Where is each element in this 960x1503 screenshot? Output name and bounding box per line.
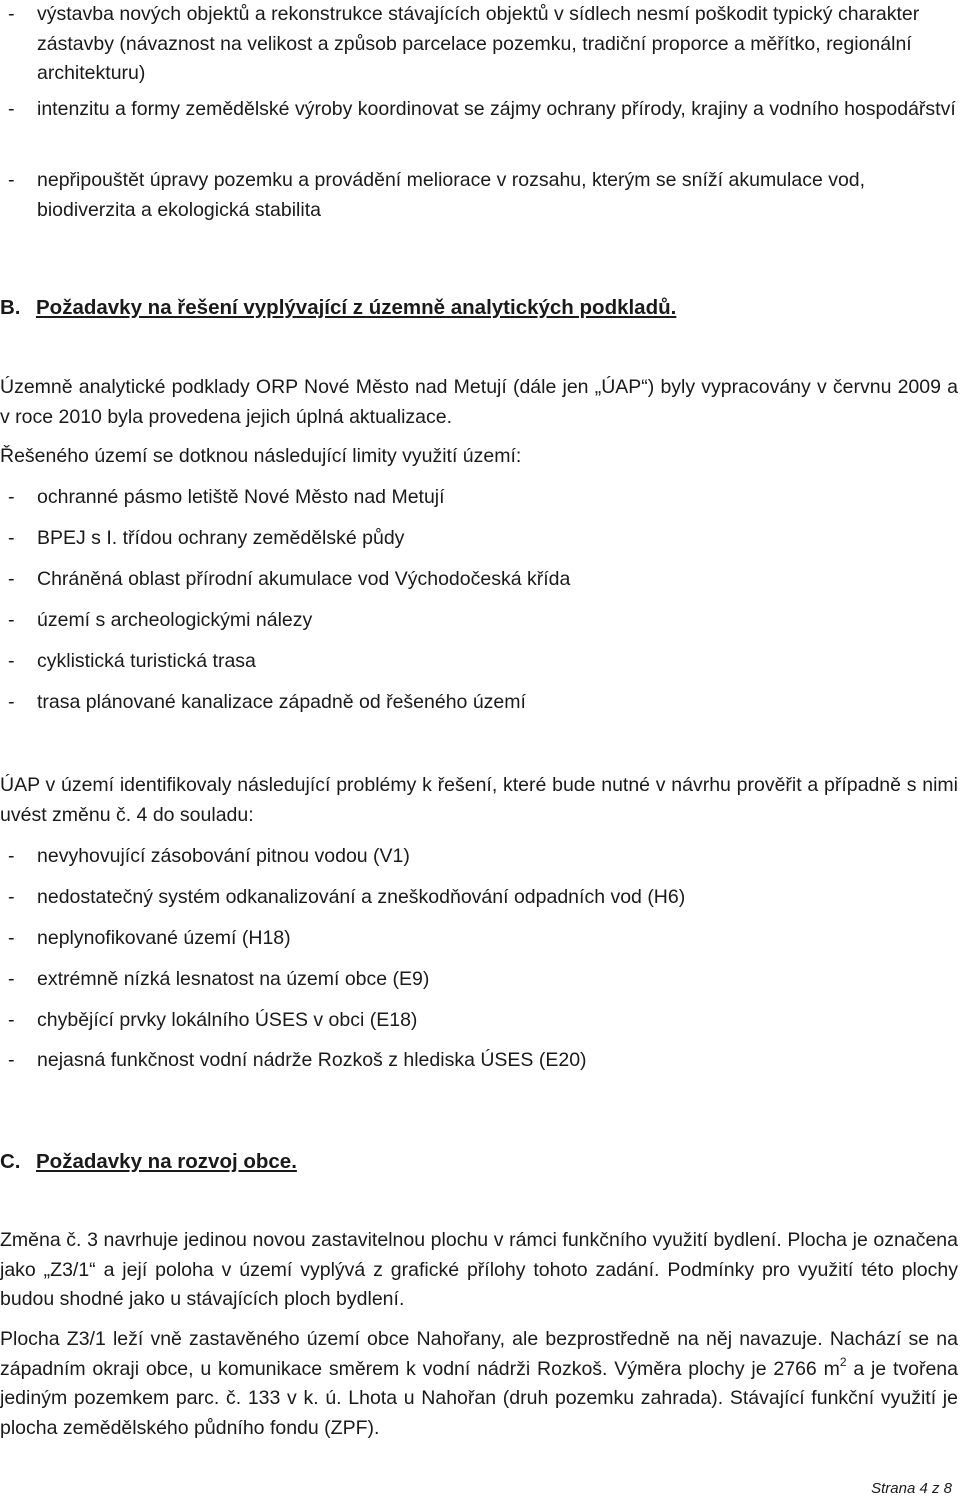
problem-item-text: nejasná funkčnost vodní nádrže Rozkoš z hlediska ÚSES (E20) xyxy=(37,1049,587,1071)
limit-item-text: území s archeologickými nálezy xyxy=(37,609,313,631)
list-dash: - xyxy=(8,3,15,25)
list-dash: - xyxy=(8,568,15,590)
section-b-paragraph-3: ÚAP v území identifikovaly následující problémy k řešení, které bude nutné v návrhu prověřit a případně s nimi uvést změnu č. 4 do souladu: xyxy=(0,774,958,826)
problem-item-text: nevyhovující zásobování pitnou vodou (V1) xyxy=(37,845,410,867)
limit-item xyxy=(8,525,404,551)
list-dash: - xyxy=(8,968,15,990)
list-item-text: výstavba nových objektů a rekonstrukce stávajících objektů v sídlech nesmí poškodit typický charakter zástavby (návaznost na velikost a způsob parcelace pozemku, tradiční proporce a měřítko, regionální architekturu) xyxy=(37,3,920,84)
section-c-label: C. xyxy=(0,1150,21,1173)
problem-item xyxy=(8,925,291,951)
list-dash: - xyxy=(8,845,15,867)
limit-item-text: trasa plánované kanalizace západně od řešeného území xyxy=(37,691,526,713)
list-dash: - xyxy=(8,98,15,120)
section-b-paragraph-2: Řešeného území se dotknou následující limity využití území: xyxy=(0,445,522,467)
list-dash: - xyxy=(8,169,15,191)
list-dash: - xyxy=(8,1049,15,1071)
list-dash: - xyxy=(8,486,15,508)
problem-item xyxy=(8,843,410,869)
limit-item-text: BPEJ s I. třídou ochrany zemědělské půdy xyxy=(37,527,405,549)
problem-item xyxy=(8,1047,587,1073)
page-number: Strana 4 z 8 xyxy=(871,1480,952,1497)
section-b-paragraph-1: Územně analytické podklady ORP Nové Město nad Metují (dále jen „ÚAP“) byly vypracovány v červnu 2009 a v roce 2010 byla provedena jejich úplná aktualizace. xyxy=(0,376,958,428)
problem-item-text: extrémně nízká lesnatost na území obce (E9) xyxy=(37,968,430,990)
section-b-heading xyxy=(0,296,676,320)
limit-item xyxy=(8,648,256,674)
limit-item-text: cyklistická turistická trasa xyxy=(37,650,256,672)
section-c-title: Požadavky na rozvoj obce. xyxy=(36,1150,297,1173)
list-item xyxy=(0,95,958,125)
problem-item-text: chybějící prvky lokálního ÚSES v obci (E18) xyxy=(37,1009,418,1031)
problem-item-text: neplynofikované území (H18) xyxy=(37,927,291,949)
list-dash: - xyxy=(8,886,15,908)
section-c-heading xyxy=(0,1150,297,1174)
list-item-text: intenzitu a formy zemědělské výroby koordinovat se zájmy ochrany přírody, krajiny a vodního hospodářství xyxy=(37,98,956,120)
list-dash: - xyxy=(8,609,15,631)
section-c-paragraph-1: Změna č. 3 navrhuje jedinou novou zastavitelnou plochu v rámci funkčního využití bydlení. Plocha je označena jako „Z3/1“ a její poloha v území vyplývá z grafické přílohy tohoto zadání. Podmínky pro využití této plochy budou shodné jako u stávajících ploch bydlení. xyxy=(0,1229,958,1310)
paragraph-2-text-a: Plocha Z3/1 leží vně zastavěného území obce Nahořany, ale bezprostředně na něj navazuje. Nachází se na západním okraji obce, u komunikace směrem k vodní nádrži Rozkoš. Výměra plochy je 2766 m xyxy=(0,1328,958,1380)
list-dash: - xyxy=(8,527,15,549)
list-dash: - xyxy=(8,691,15,713)
list-item xyxy=(0,166,958,225)
problem-item xyxy=(8,884,685,910)
limit-item xyxy=(8,484,445,510)
limit-item xyxy=(8,607,312,633)
list-item-text: nepřipouštět úpravy pozemku a provádění meliorace v rozsahu, kterým se sníží akumulace vod, biodiverzita a ekologická stabilita xyxy=(37,169,866,221)
list-dash: - xyxy=(8,927,15,949)
section-b-label: B. xyxy=(0,296,21,319)
limit-item-text: ochranné pásmo letiště Nové Město nad Metují xyxy=(37,486,445,508)
area-unit-superscript: 2 xyxy=(839,1354,847,1369)
problem-item xyxy=(8,966,429,992)
problem-item xyxy=(8,1007,417,1033)
limit-item-text: Chráněná oblast přírodní akumulace vod Východočeská křída xyxy=(37,568,571,590)
list-item xyxy=(0,0,958,89)
section-b-title: Požadavky na řešení vyplývající z územně analytických podkladů. xyxy=(36,296,677,319)
list-dash: - xyxy=(8,1009,15,1031)
limit-item xyxy=(8,689,526,715)
section-c-paragraph-2 xyxy=(0,1325,958,1443)
list-dash: - xyxy=(8,650,15,672)
paragraph-2-text-b: a je tvořena jediným pozemkem parc. č. 133 v k. ú. Lhota u Nahořan (druh pozemku zahrada). Stávající funkční využití je plocha zemědělského půdního fondu (ZPF). xyxy=(0,1357,958,1439)
problem-item-text: nedostatečný systém odkanalizování a zneškodňování odpadních vod (H6) xyxy=(37,886,686,908)
limit-item xyxy=(8,566,570,592)
